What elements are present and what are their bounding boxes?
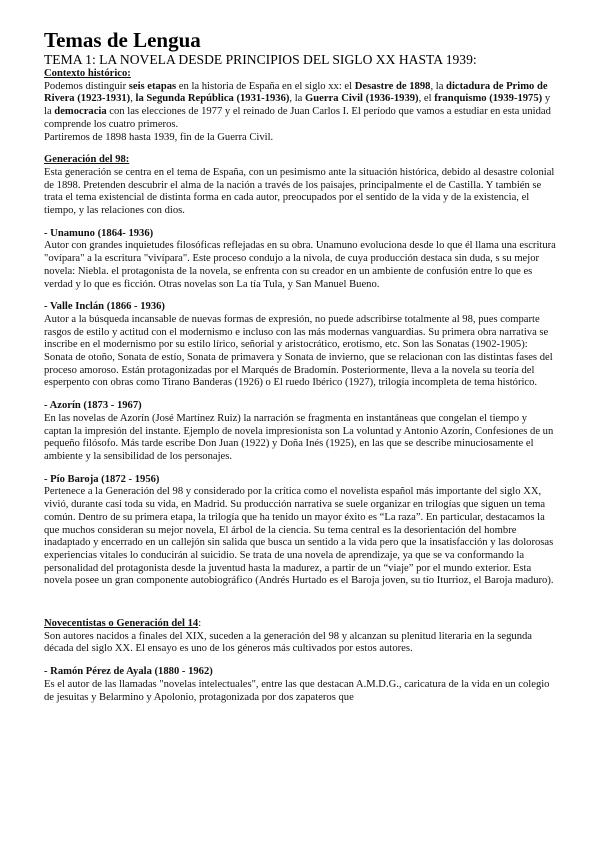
- section-generacion-98: [44, 154, 556, 218]
- heading-perez-de-ayala: - Ramón Pérez de Ayala (1880 - 1962): [44, 666, 213, 678]
- paragraph-perez-de-ayala: Es el autor de las llamadas "novelas intelectuales", entre las que destacan A.M.D.G., caricatura de la vida en un colegio de jesuitas y Belarmino y Apolonio, protagonizada por dos zapateros que: [44, 678, 550, 703]
- section-valle-inclan: [44, 301, 556, 390]
- heading-azorin: - Azorín (1873 - 1967): [44, 400, 142, 412]
- paragraph-azorin: En las novelas de Azorín (José Martínez Ruiz) la narración se fragmenta en instantáneas que congelan el tiempo y captan la impresión del instante. Ejemplo de novela impresionista son La voluntad y Antonio Azorín, Confesiones de un pequeño filósofo. Más tarde escribe Don Juan (1922) y Doña Inés (1925), en las que se describe minuciosamente el ambiente y la sensibilidad de los personajes.: [44, 412, 554, 462]
- heading-valle-inclan: - Valle Inclán (1866 - 1936): [44, 301, 165, 313]
- heading-unamuno: - Unamuno (1864- 1936): [44, 227, 154, 239]
- bold-run: franquismo (1939-1975): [434, 93, 543, 105]
- text-run: , la: [289, 93, 306, 105]
- section-baroja: [44, 474, 556, 588]
- document-subtitle: TEMA 1: LA NOVELA DESDE PRINCIPIOS DEL SIGLO XX HASTA 1939:: [44, 52, 477, 67]
- section-perez-de-ayala: [44, 666, 556, 704]
- paragraph-contexto-2: Partiremos de 1898 hasta 1939, fin de la Guerra Civil.: [44, 131, 274, 143]
- bold-run: seis etapas: [128, 80, 177, 92]
- section-contexto: [44, 68, 556, 144]
- heading-novecentistas-row: [44, 618, 556, 631]
- bold-run: dictadura de Primo de Rivera (1923-1931): [44, 80, 548, 105]
- paragraph-contexto: [44, 81, 556, 132]
- heading-colon: :: [198, 618, 202, 630]
- section-unamuno: [44, 228, 556, 292]
- paragraph-baroja: Pertenece a la Generación del 98 y considerado por la crítica como el novelista español más importante del siglo XX, vivió, durante casi toda su vida, en Madrid. Su producción narrativa se suele organizar en trilogías que siguen un tema común. Dentro de su primera etapa, la trilogía que ha tenido un mayor éxito es “La raza”. En particular, destacamos la que muchos consideran su mejor novela, El árbol de la ciencia. Su tema central es la desorientación del hombre inadaptado y encerrado en un callejón sin salida que busca un sentido a la vida pero que la insatisfacción y las dolorosas experiencias vitales lo conducirán al suicidio. Se trata de una novela de aprendizaje, ya que se va conformando la personalidad del protagonista desde la juventud hasta la madurez, a partir de un “viaje” por el mundo exterior. Esta novela posee un gran componente autobiográfico (Andrés Hurtado es el Baroja joven, su tío Iturrioz, el Baroja maduro).: [44, 486, 554, 587]
- text-run: , el: [418, 93, 435, 105]
- paragraph-generacion-98: Esta generación se centra en el tema de España, con un pesimismo ante la situación histórica, debido al desastre colonial de 1898. Pretenden descubrir el alma de la nación a través de los paisajes, principalmente el de Castilla. Y también se trata el tema existencial de distinta forma en cada autor, preocupados por el sentido de la vida y de la existencia, el tiempo, y las relaciones con dios.: [44, 166, 555, 217]
- heading-contexto: Contexto histórico:: [44, 68, 131, 79]
- paragraph-unamuno: Autor con grandes inquietudes filosóficas reflejadas en su obra. Unamuno evoluciona desde lo que él llama una escritura "ovípara" a la escritura "vivípara". Este proceso condujo a la nivola, de cuya producción destaca sin duda, s su mejor novela: Niebla. el protagonista de la novela, se enfrenta con su creador en un ambiente de confusión entre lo que es verdad y lo que es ficción. Otras novelas son La tía Tula, y San Manuel Bueno.: [44, 240, 556, 290]
- paragraph-valle-inclan: Autor a la búsqueda incansable de nuevas formas de expresión, no puede adscribirse totalmente al 98, pues comparte rasgos de estilo y actitud con el modernismo e incluso con las más modernas vanguardias. Su primera obra narrativa se inscribe en el modernismo por su estilo lírico, señorial y aristocrático, erotismo, etc. Son las Sonatas (1902-1905): Sonata de otoño, Sonata de estío, Sonata de primavera y Sonata de invierno, que se relacionan con las distintas fases del proceso amoroso. Están protagonizadas por el Marqués de Bradomín. Posteriormente, lleva a la novela su teoría del esperpento con obras como Tirano Banderas (1926) o El ruedo Ibérico (1927), trilogía incompleta de tema histórico.: [44, 313, 553, 389]
- bold-run: democracia: [54, 106, 107, 118]
- heading-generacion-98: Generación del 98:: [44, 154, 130, 166]
- bold-run: Desastre de 1898: [354, 80, 431, 92]
- text-run: , la: [430, 80, 447, 92]
- text-run: en la historia de España en el siglo xx: el: [176, 80, 355, 92]
- bold-run: la Segunda República (1931-1936): [135, 93, 290, 105]
- text-run: Podemos distinguir: [44, 80, 129, 92]
- heading-baroja: - Pío Baroja (1872 - 1956): [44, 473, 160, 485]
- text-run: con las elecciones de 1977 y el reinado de Juan Carlos I. El período que vamos a estudiar en esta unidad comprende los cuatro primeros.: [44, 106, 551, 130]
- text-run: ,: [130, 93, 136, 105]
- paragraph-novecentistas: Son autores nacidos a finales del XIX, suceden a la generación del 98 y alcanzan su plenitud literaria en la segunda década del siglo XX. El ensayo es uno de los géneros más cultivados por estos autores.: [44, 630, 533, 655]
- bold-run: Guerra Civil (1936-1939): [305, 93, 419, 105]
- section-azorin: [44, 400, 556, 464]
- heading-novecentistas: Novecentistas o Generación del 14: [44, 618, 199, 630]
- document-title: Temas de Lengua: [44, 28, 201, 52]
- text-run: y la: [44, 93, 551, 118]
- section-novecentistas: [44, 618, 556, 656]
